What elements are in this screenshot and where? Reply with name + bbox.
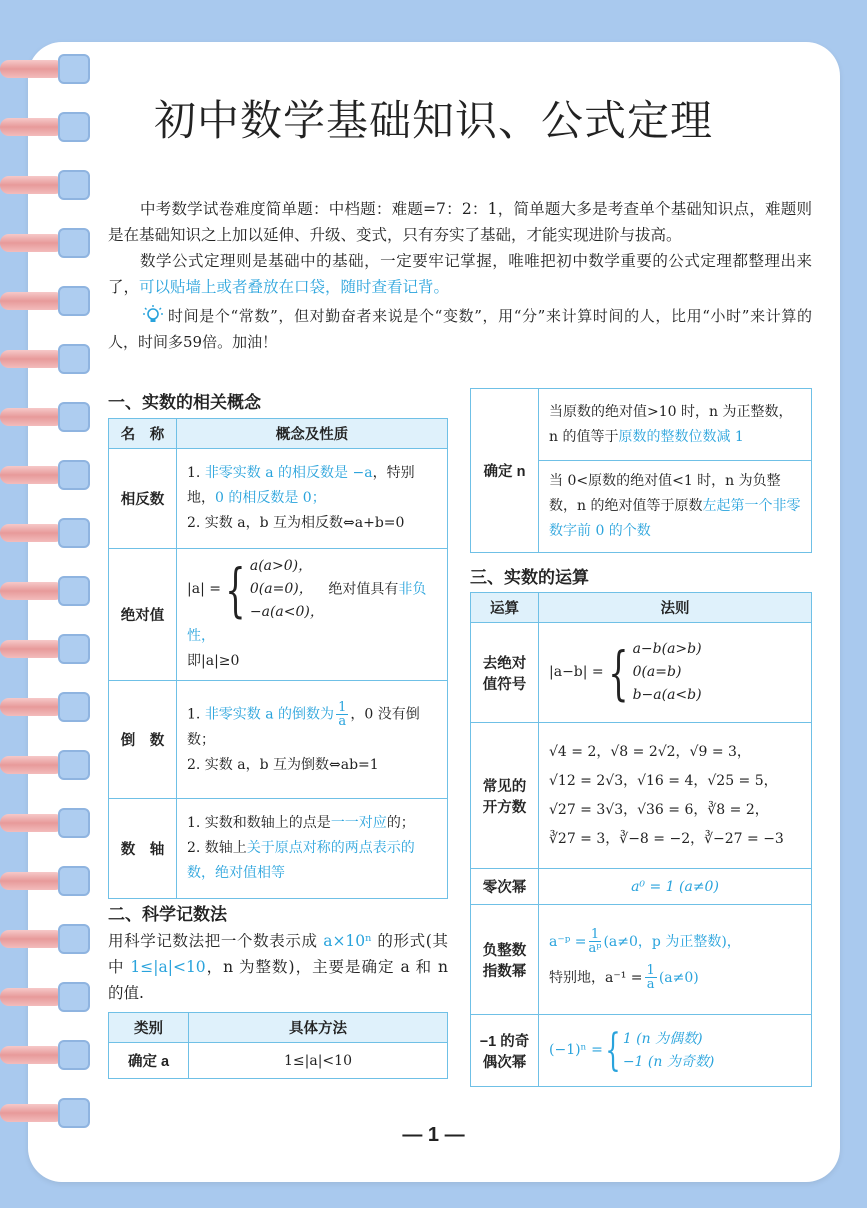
binding-ring bbox=[0, 574, 92, 608]
section-3-heading: 三、实数的运算 bbox=[470, 568, 589, 587]
binding-ring bbox=[0, 52, 92, 86]
intro-paragraph-2 bbox=[108, 248, 812, 300]
binding-ring bbox=[0, 168, 92, 202]
binding-ring bbox=[0, 864, 92, 898]
binding-ring bbox=[0, 632, 92, 666]
real-number-concepts-table bbox=[108, 418, 448, 899]
row-content-neg-one-power: (−1)ⁿ = { 1 (n 为偶数) −1 (n 为奇数) bbox=[539, 1015, 812, 1087]
binding-ring bbox=[0, 226, 92, 260]
table-row bbox=[109, 449, 448, 549]
row-name-reciprocal: 倒 数 bbox=[109, 681, 177, 799]
binding-ring bbox=[0, 1038, 92, 1072]
row-content-number-line: 1. 实数和数轴上的点是一一对应的； 2. 数轴上关于原点对称的两点表示的数，绝对值相等 bbox=[177, 799, 448, 899]
binding-ring bbox=[0, 516, 92, 550]
binding-ring bbox=[0, 748, 92, 782]
binding-ring bbox=[0, 922, 92, 956]
scientific-notation-table bbox=[108, 1012, 448, 1079]
determine-n-table bbox=[470, 388, 812, 553]
row-content-roots: √4 = 2，√8 = 2√2，√9 = 3， √12 = 2√3，√16 = 4，√25 = 5， √27 = 3√3，√36 = 6，∛8 = 2， ∛27 = 3，∛−8 = −2，∛−27 = −3 bbox=[539, 723, 812, 869]
section-1-heading: 一、实数的相关概念 bbox=[108, 393, 261, 412]
binding-ring bbox=[0, 284, 92, 318]
row-value-determine-a: 1≤|a|<10 bbox=[189, 1043, 448, 1079]
page-number: — 1 — bbox=[402, 1124, 465, 1146]
col-name-header: 名 称 bbox=[109, 419, 177, 449]
table-row bbox=[109, 1043, 448, 1079]
row-content-n-negative: 当 0<原数的绝对值<1 时，n 为负整数，n 的绝对值等于原数左起第一个非零数字前 0 的个数 bbox=[539, 461, 812, 553]
row-name-opposite: 相反数 bbox=[109, 449, 177, 549]
tip-text: 时间是个“常数”，但对勤奋者来说是个“变数”，用“分”来计算时间的人，比用“小时”来计算的人，时间多59倍。加油！ bbox=[108, 307, 812, 351]
binding-ring bbox=[0, 342, 92, 376]
col-type-header: 类别 bbox=[109, 1013, 189, 1043]
table-row bbox=[471, 623, 812, 723]
table-row bbox=[109, 681, 448, 799]
intro-paragraph-1: 中考数学试卷难度简单题：中档题：难题=7：2：1，简单题大多是考查单个基础知识点，难题则是在基础知识之上加以延伸、升级、变式，只有夯实了基础，才能实现进阶与拔高。 bbox=[108, 200, 812, 244]
intro-text: 数学公式定理则是基础中的基础，一定要牢记掌握，唯唯把初中数学重要的公式定理都整理出来了， bbox=[108, 252, 812, 296]
page-title: 初中数学基础知识、公式定理 bbox=[153, 97, 713, 144]
col-method-header: 具体方法 bbox=[189, 1013, 448, 1043]
row-name-roots: 常见的开方数 bbox=[471, 723, 539, 869]
table-row bbox=[471, 1015, 812, 1087]
row-content-n-positive: 当原数的绝对值>10 时，n 为正整数，n 的值等于原数的整数位数减 1 bbox=[539, 389, 812, 461]
table-header-row bbox=[109, 419, 448, 449]
scientific-notation-text: 用科学记数法把一个数表示成 a×10ⁿ 的形式(其中 1≤|a|<10，n 为整数)，主要是确定 a 和 n 的值. bbox=[108, 932, 448, 1002]
row-content-zero-power: a⁰ = 1 (a≠0) bbox=[539, 869, 812, 905]
row-content-negative-exponent: a⁻ᵖ = $\frac{1}{\text{aᵖ}}$ (a≠0，p 为正整数)， 特别地，a⁻¹ = $\frac{1}{a}$ (a≠0) bbox=[539, 905, 812, 1015]
table-row bbox=[109, 549, 448, 681]
intro-highlight: 可以贴墙上或者叠放在口袋，随时查看记背。 bbox=[139, 278, 450, 296]
real-number-operations-table bbox=[470, 592, 812, 1087]
binding-ring bbox=[0, 980, 92, 1014]
row-name-determine-n: 确定 n bbox=[471, 389, 539, 553]
table-row bbox=[109, 799, 448, 899]
table-row bbox=[471, 905, 812, 1015]
binding-ring bbox=[0, 400, 92, 434]
row-name-zero-power: 零次幂 bbox=[471, 869, 539, 905]
section-2-heading: 二、科学记数法 bbox=[108, 905, 227, 924]
col-rule-header: 法则 bbox=[539, 593, 812, 623]
row-name-determine-a: 确定 a bbox=[109, 1043, 189, 1079]
col-op-header: 运算 bbox=[471, 593, 539, 623]
binding-ring bbox=[0, 458, 92, 492]
table-row bbox=[471, 723, 812, 869]
row-content-abs-remove: |a−b| = { a−b(a>b) 0(a=b) b−a(a<b) bbox=[539, 623, 812, 723]
row-content-reciprocal: 1. 非零实数 a 的倒数为 $\frac{1}{a}$ ，0 没有倒数； 2. 实数 a，b 互为倒数⇔ab=1 bbox=[177, 681, 448, 799]
binding-ring bbox=[0, 806, 92, 840]
table-row bbox=[471, 389, 812, 461]
row-name-absolute: 绝对值 bbox=[109, 549, 177, 681]
fraction: $\frac{1}{a}$ bbox=[338, 700, 347, 729]
table-row bbox=[471, 869, 812, 905]
row-name-abs-remove: 去绝对值符号 bbox=[471, 623, 539, 723]
binding-ring bbox=[0, 690, 92, 724]
row-name-number-line: 数 轴 bbox=[109, 799, 177, 899]
col-property-header: 概念及性质 bbox=[177, 419, 448, 449]
row-content-opposite: 1. 非零实数 a 的相反数是 −a，特别地，0 的相反数是 0； 2. 实数 a，b 互为相反数⇔a+b=0 bbox=[177, 449, 448, 549]
row-content-absolute: |a| = { a(a>0)， 0(a=0)， −a(a<0)， 绝对值具有非负性， 即|a|≥0 bbox=[177, 549, 448, 681]
row-name-neg-one-power: −1 的奇偶次幂 bbox=[471, 1015, 539, 1087]
table-header-row bbox=[471, 593, 812, 623]
table-header-row bbox=[109, 1013, 448, 1043]
piecewise-formula: |a| = { a(a>0)， 0(a=0)， −a(a<0)， bbox=[187, 555, 324, 624]
row-name-negative-exponent: 负整数指数幂 bbox=[471, 905, 539, 1015]
